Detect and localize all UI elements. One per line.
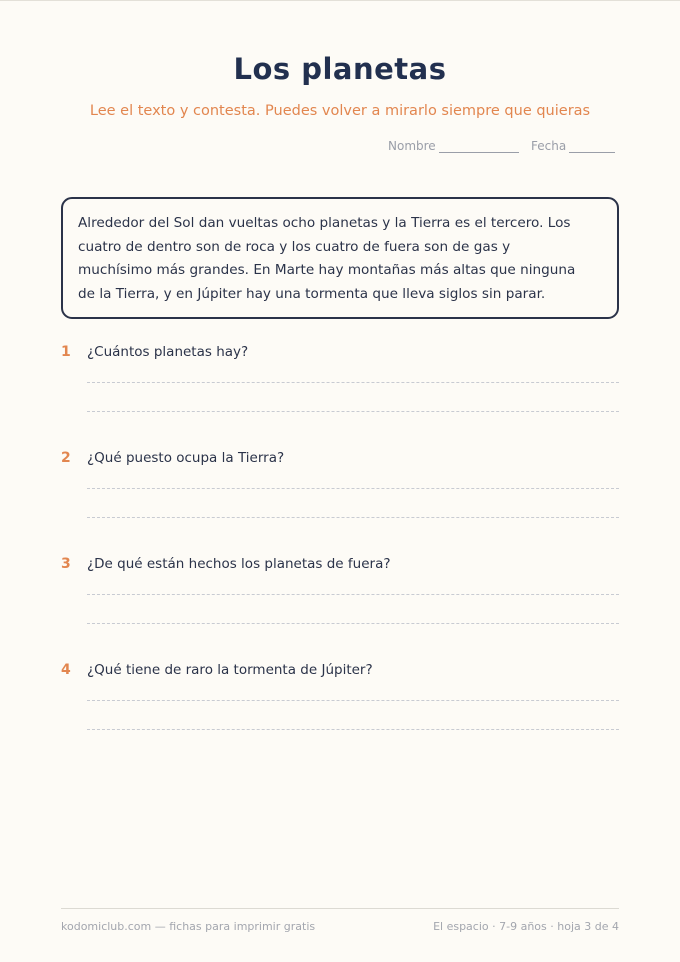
page-subtitle: Lee el texto y contesta. Puedes volver a mirarlo siempre que quieras [89, 103, 591, 119]
answer-line[interactable] [87, 382, 619, 383]
name-label: Nombre [388, 139, 436, 153]
question-text: ¿Cuántos planetas hay? [87, 344, 249, 360]
date-label: Fecha [531, 139, 567, 153]
answer-line[interactable] [87, 623, 619, 624]
page-title: Los planetas [233, 52, 447, 86]
question-number: 4 [61, 662, 71, 678]
date-field[interactable] [531, 139, 615, 153]
answer-line[interactable] [87, 594, 619, 595]
reading-line: muchísimo más grandes. En Marte hay montañas más altas que ninguna [78, 262, 576, 278]
question-number: 3 [61, 556, 71, 572]
question-number: 1 [61, 344, 71, 360]
answer-line[interactable] [87, 411, 619, 412]
question-3 [61, 556, 619, 572]
question-text: ¿Qué tiene de raro la tormenta de Júpiter? [87, 662, 373, 678]
top-divider [0, 0, 680, 1]
name-field[interactable] [388, 139, 519, 153]
name-blank-line[interactable] [439, 143, 519, 153]
question-number: 2 [61, 450, 71, 466]
answer-line[interactable] [87, 700, 619, 701]
question-4 [61, 662, 619, 678]
question-2 [61, 450, 619, 466]
date-blank-line[interactable] [569, 143, 615, 153]
reading-line: de la Tierra, y en Júpiter hay una tormenta que lleva siglos sin parar. [78, 285, 546, 302]
question-text: ¿Qué puesto ocupa la Tierra? [87, 450, 285, 466]
question-text: ¿De qué están hechos los planetas de fuera? [87, 556, 391, 572]
reading-line: Alrededor del Sol dan vueltas ocho planetas y la Tierra es el tercero. Los [78, 215, 571, 231]
answer-line[interactable] [87, 517, 619, 518]
footer-site-credit: kodomiclub.com — fichas para imprimir gratis [61, 920, 316, 933]
answer-line[interactable] [87, 488, 619, 489]
question-1 [61, 344, 619, 360]
footer-sheet-info: El espacio · 7-9 años · hoja 3 de 4 [433, 920, 619, 933]
reading-line: cuatro de dentro son de roca y los cuatro de fuera son de gas y [78, 238, 511, 255]
answer-line[interactable] [87, 729, 619, 730]
reading-passage-box [61, 197, 619, 319]
footer-divider [61, 908, 619, 909]
